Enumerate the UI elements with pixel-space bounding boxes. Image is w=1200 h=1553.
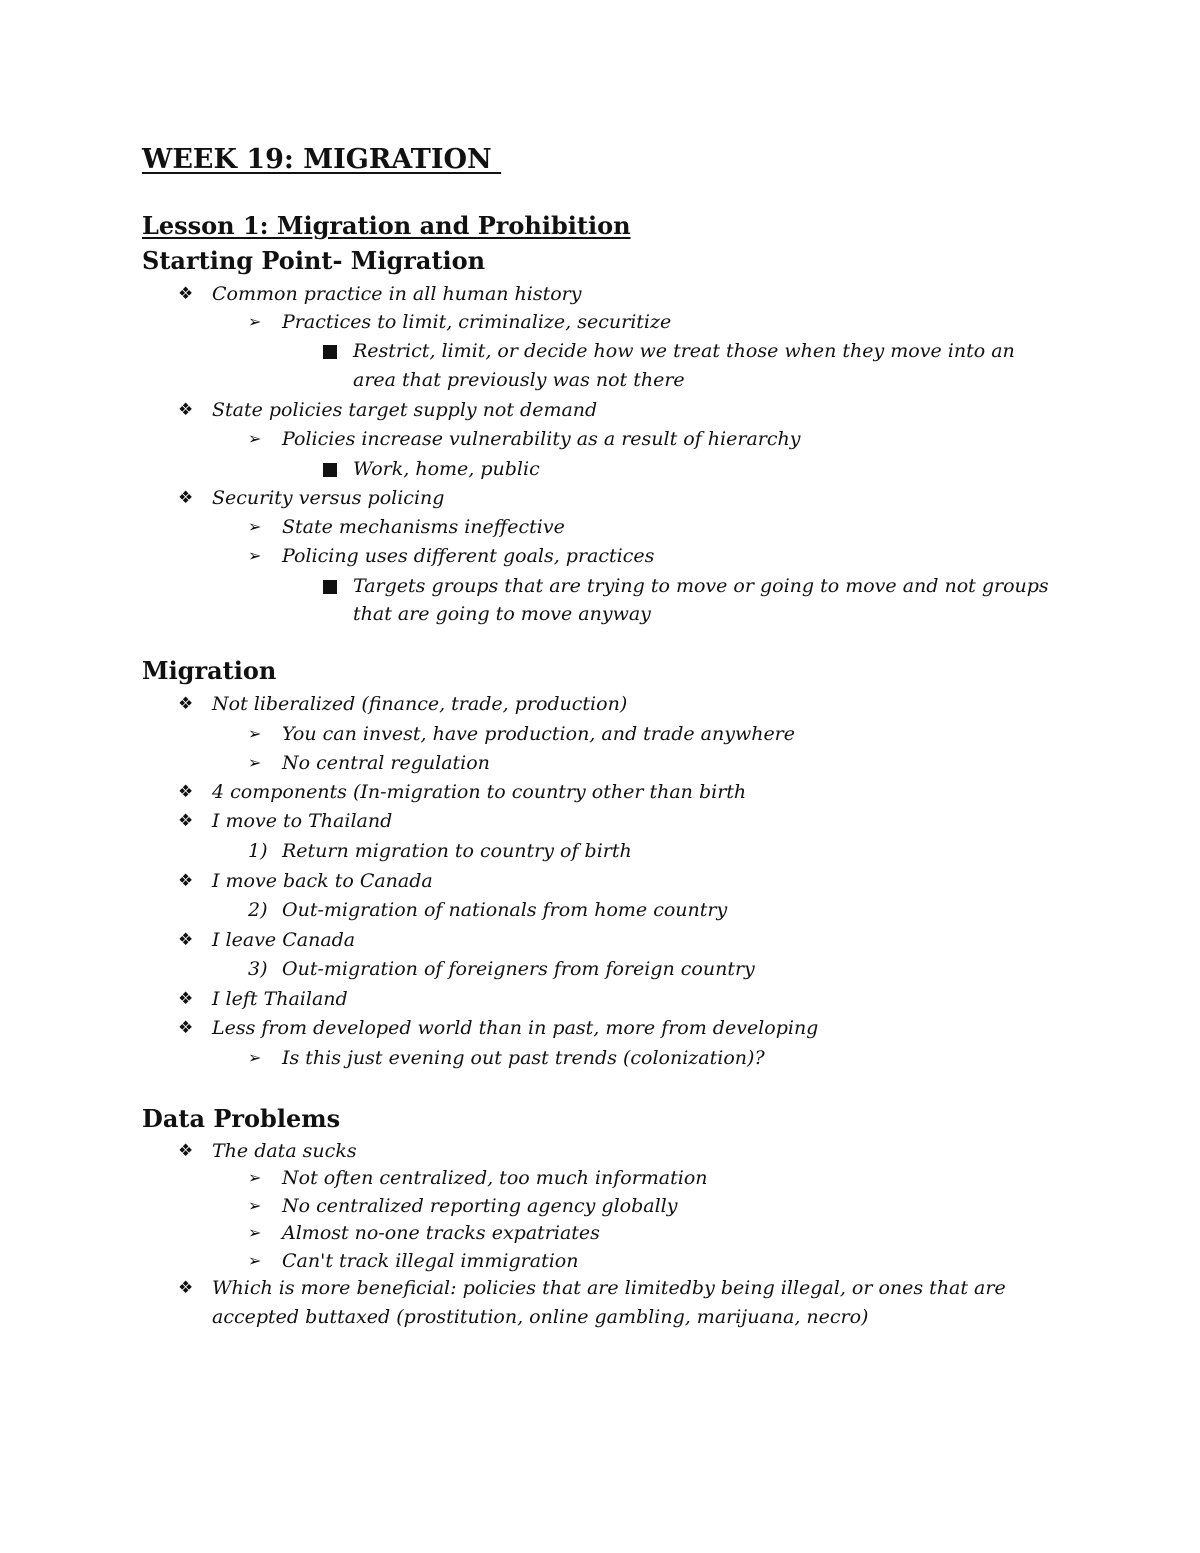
lesson-title: Lesson 1: Migration and Prohibition bbox=[142, 211, 631, 240]
list-item: Security versus policing bbox=[212, 487, 445, 509]
list-item: I move back to Canada bbox=[212, 870, 433, 892]
diamond-bullet-icon: ❖ bbox=[178, 400, 194, 420]
square-bullet-icon bbox=[323, 463, 337, 477]
list-item: I move to Thailand bbox=[212, 810, 393, 832]
section-heading-data-problems: Data Problems bbox=[142, 1104, 341, 1133]
list-number: 1) bbox=[248, 840, 268, 862]
list-item: Is this just evening out past trends (colonization)? bbox=[282, 1047, 765, 1069]
arrow-bullet-icon: ➢ bbox=[248, 1223, 262, 1242]
list-item: State mechanisms ineffective bbox=[282, 516, 565, 538]
list-item: Not liberalized (finance, trade, production) bbox=[212, 693, 628, 715]
list-item: Policing uses different goals, practices bbox=[282, 545, 655, 567]
diamond-bullet-icon: ❖ bbox=[178, 782, 194, 802]
list-item: Work, home, public bbox=[353, 458, 540, 480]
arrow-bullet-icon: ➢ bbox=[248, 517, 262, 536]
list-number: 2) bbox=[248, 899, 268, 921]
diamond-bullet-icon: ❖ bbox=[178, 694, 194, 714]
list-item: I leave Canada bbox=[212, 929, 356, 951]
list-item: Restrict, limit, or decide how we treat those when they move into an bbox=[353, 340, 1015, 362]
list-item: No central regulation bbox=[282, 752, 490, 774]
list-item-continuation: accepted buttaxed (prostitution, online gambling, marijuana, necro) bbox=[212, 1306, 869, 1328]
list-item: Which is more beneficial: policies that are limitedby being illegal, or ones that are bbox=[212, 1277, 1006, 1299]
list-item: Out-migration of foreigners from foreign country bbox=[282, 958, 755, 980]
list-item: 4 components (In-migration to country other than birth bbox=[212, 781, 747, 803]
square-bullet-icon bbox=[323, 580, 337, 594]
list-item: Can't track illegal immigration bbox=[282, 1250, 579, 1272]
list-item: Out-migration of nationals from home country bbox=[282, 899, 728, 921]
list-item: You can invest, have production, and trade anywhere bbox=[282, 723, 796, 745]
diamond-bullet-icon: ❖ bbox=[178, 1278, 194, 1298]
section-heading-migration: Migration bbox=[142, 656, 277, 685]
page-title: WEEK 19: MIGRATION bbox=[142, 144, 502, 175]
arrow-bullet-icon: ➢ bbox=[248, 724, 262, 743]
list-item: State policies target supply not demand bbox=[212, 399, 598, 421]
list-item-continuation: that are going to move anyway bbox=[353, 603, 651, 625]
diamond-bullet-icon: ❖ bbox=[178, 871, 194, 891]
arrow-bullet-icon: ➢ bbox=[248, 1168, 262, 1187]
list-item-continuation: area that previously was not there bbox=[353, 369, 685, 391]
diamond-bullet-icon: ❖ bbox=[178, 989, 194, 1009]
list-item: No centralized reporting agency globally bbox=[282, 1195, 678, 1217]
list-item: Almost no-one tracks expatriates bbox=[282, 1222, 600, 1244]
arrow-bullet-icon: ➢ bbox=[248, 429, 262, 448]
arrow-bullet-icon: ➢ bbox=[248, 1196, 262, 1215]
diamond-bullet-icon: ❖ bbox=[178, 1018, 194, 1038]
diamond-bullet-icon: ❖ bbox=[178, 284, 194, 304]
list-item: Return migration to country of birth bbox=[282, 840, 632, 862]
arrow-bullet-icon: ➢ bbox=[248, 753, 262, 772]
list-item: The data sucks bbox=[212, 1140, 357, 1162]
square-bullet-icon bbox=[323, 345, 337, 359]
arrow-bullet-icon: ➢ bbox=[248, 546, 262, 565]
list-item: Common practice in all human history bbox=[212, 283, 582, 305]
arrow-bullet-icon: ➢ bbox=[248, 312, 262, 331]
arrow-bullet-icon: ➢ bbox=[248, 1251, 262, 1270]
list-item: Policies increase vulnerability as a result of hierarchy bbox=[282, 428, 801, 450]
list-item: Not often centralized, too much information bbox=[282, 1167, 708, 1189]
list-item: I left Thailand bbox=[212, 988, 348, 1010]
diamond-bullet-icon: ❖ bbox=[178, 930, 194, 950]
diamond-bullet-icon: ❖ bbox=[178, 1141, 194, 1161]
diamond-bullet-icon: ❖ bbox=[178, 811, 194, 831]
list-item: Practices to limit, criminalize, securitize bbox=[282, 311, 672, 333]
diamond-bullet-icon: ❖ bbox=[178, 488, 194, 508]
section-heading-starting-point: Starting Point- Migration bbox=[142, 246, 486, 275]
list-number: 3) bbox=[248, 958, 268, 980]
list-item: Less from developed world than in past, more from developing bbox=[212, 1017, 819, 1039]
arrow-bullet-icon: ➢ bbox=[248, 1048, 262, 1067]
list-item: Targets groups that are trying to move or going to move and not groups bbox=[353, 575, 1049, 597]
